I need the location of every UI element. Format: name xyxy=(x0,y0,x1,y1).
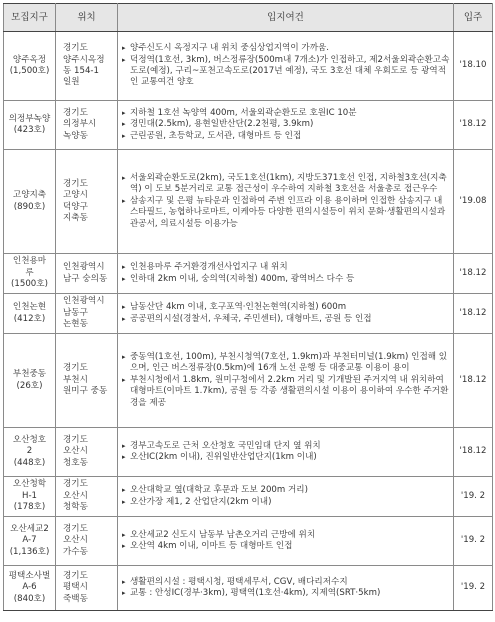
move-in-cell: '19. 2 xyxy=(454,477,493,517)
condition-item: ▸ 부천시청에서 1.8km, 원미구청에서 2.2km 거리 및 기개발된 주거지역 내 위치하여 대형마트(이마트 1.7km), 공원 등 각종 생활편의시설 이용이 용이하여 우수한 주거환경을 제공 xyxy=(122,375,451,409)
table-row xyxy=(4,477,493,517)
move-in-cell: '18.12 xyxy=(454,428,493,477)
condition-item: ▸ 인하대 2km 이내, 숭의역(지하철) 400m, 광역버스 다수 등 xyxy=(122,274,451,285)
location-cell-line: 경기도 xyxy=(63,523,88,534)
move-in-cell: '19. 2 xyxy=(454,566,493,611)
location-cell xyxy=(56,294,118,334)
condition-item: ▸ 중동역(1호선, 100m), 부천시청역(7호선, 1.9km)과 부천터미널(1.9km) 인접해 있으며, 인근 버스정류장(0.5km)에 16개 노선 운행 등 대중교통 이용이 용이 xyxy=(122,352,451,375)
conditions-cell xyxy=(118,428,454,477)
district-cell xyxy=(4,150,56,254)
conditions-list xyxy=(122,577,451,600)
district-cell-line: (1,136호) xyxy=(9,546,50,557)
location-cell-line: 경기도 xyxy=(63,363,88,374)
district-cell-line: 부천중동 xyxy=(12,369,47,380)
location-cell-line: 평택시 xyxy=(63,582,88,593)
conditions-list xyxy=(122,262,451,285)
location-cell xyxy=(56,477,118,517)
location-cell xyxy=(56,334,118,428)
table-row xyxy=(4,254,493,294)
condition-item: ▸ 지하철 1호선 녹양역 400m, 서울외곽순환도로 호원IC 10분 xyxy=(122,108,451,119)
district-cell xyxy=(4,517,56,566)
move-in-cell: '19.08 xyxy=(454,150,493,254)
move-in-cell: '18.10 xyxy=(454,32,493,101)
location-cell-line: 경기도 xyxy=(63,107,88,118)
housing-district-table xyxy=(3,3,493,611)
condition-item: ▸ 오산IC(2km 이내), 진위일반산업단지(1km 이내) xyxy=(122,452,451,463)
conditions-cell xyxy=(118,477,454,517)
district-cell-line: (890호) xyxy=(13,201,46,212)
table-row xyxy=(4,150,493,254)
conditions-cell xyxy=(118,254,454,294)
conditions-cell xyxy=(118,294,454,334)
district-cell-line: 2 xyxy=(26,446,33,457)
location-cell-line: 경기도 xyxy=(63,570,88,581)
district-cell-line: 의정부녹양 xyxy=(8,113,51,124)
location-cell-line: 경기도 xyxy=(63,178,88,189)
table-row xyxy=(4,517,493,566)
move-in-cell: '18.12 xyxy=(454,254,493,294)
district-cell xyxy=(4,32,56,101)
table-row xyxy=(4,101,493,150)
location-cell-line: 일원 xyxy=(63,77,80,88)
location-cell xyxy=(56,517,118,566)
location-cell-line: 경기도 xyxy=(63,434,88,445)
district-cell-line: (178호) xyxy=(13,502,46,513)
district-cell-line: 고양지축 xyxy=(12,190,47,201)
location-cell-line: 오산시 xyxy=(63,490,88,501)
condition-item: ▸ 공공편의시설(경찰서, 우체국, 주민센터), 대형마트, 공원 등 인접 xyxy=(122,314,451,325)
district-cell-line: (423호) xyxy=(13,125,46,135)
district-cell-line: A-6 xyxy=(22,582,37,593)
district-cell xyxy=(4,428,56,477)
location-cell-line: 양주시옥정 xyxy=(63,54,105,65)
location-cell xyxy=(56,150,118,254)
district-cell xyxy=(4,254,56,294)
condition-item: ▸ 남동산단 4km 이내, 호구포역·인천논현역(지하철) 600m xyxy=(122,302,451,313)
table-body xyxy=(4,32,493,611)
district-cell xyxy=(4,477,56,517)
location-cell-line: 경기도 xyxy=(63,43,88,54)
conditions-list xyxy=(122,485,451,508)
district-cell-line: 오산청호 xyxy=(12,434,47,445)
district-cell-line: (412호) xyxy=(13,313,46,324)
condition-item: ▸ 삼송지구 및 은평 뉴타운과 인접하여 주변 인프라 이용 용이하며 인접한 삼송지구 내 스타필드, 농협하나로마트, 이케아등 다양한 편의시설등이 위치 문화·생활편의시설과 관공서, 의료시설등 이용가능 xyxy=(122,196,451,230)
condition-item: ▸ 경민대(2.5km), 용현일반산단(2.2천평, 3.9km) xyxy=(122,119,451,130)
district-cell-line: (448호) xyxy=(13,457,46,468)
location-cell xyxy=(56,101,118,150)
condition-item: ▸ 인천용마루 주거환경개선사업지구 내 위치 xyxy=(122,262,451,273)
conditions-list xyxy=(122,302,451,325)
district-cell-line: 인천용마 xyxy=(12,256,47,267)
location-cell-line: 녹양동 xyxy=(63,130,88,141)
table-row xyxy=(4,334,493,428)
location-cell-line: 의정부시 xyxy=(63,119,97,130)
location-cell-line: 남동구 xyxy=(63,307,88,318)
district-cell xyxy=(4,101,56,150)
conditions-cell xyxy=(118,517,454,566)
location-cell-line: 동 154-1 xyxy=(63,66,100,76)
location-cell-line: 경기도 xyxy=(63,479,88,490)
conditions-list xyxy=(122,108,451,142)
location-cell-line: 덕양구 xyxy=(63,201,88,212)
district-cell-line: A-7 xyxy=(22,535,37,546)
location-cell xyxy=(56,254,118,294)
condition-item: ▸ 덕정역(1호선, 3km), 버스정류장(500m내 7개소)가 인접하고, 제2서울외곽순환고속도로(예정), 구리~포천고속도로(2017년 예정), 국도 3호선 대체 우회도로 등 광역적인 교통여건 양호 xyxy=(122,55,451,89)
location-cell xyxy=(56,428,118,477)
condition-item: ▸ 서울외곽순환도로(2km), 국도1호선(1km), 지방도371호선 인접, 지하철3호선(지축역) 이 도보 5분거리로 교통 접근성이 우수하여 지하철 3호선을 서울총로 접근우수 xyxy=(122,173,451,196)
location-cell-line: 청학동 xyxy=(63,502,88,513)
location-cell-line: 인천광역시 xyxy=(63,296,105,307)
conditions-list xyxy=(122,530,451,553)
district-cell-line: 인천논현 xyxy=(12,302,47,313)
header-location: 위치 xyxy=(56,4,118,32)
header-district: 모집지구 xyxy=(4,4,56,32)
conditions-cell xyxy=(118,566,454,611)
move-in-cell: '18.12 xyxy=(454,334,493,428)
location-cell-line: 원미구 중동 xyxy=(63,386,108,397)
condition-item: ▸ 교통 : 안성IC(경부·3km), 평택역(1호선·4km), 지제역(SRT·5km) xyxy=(122,588,451,599)
condition-item: ▸ 오산가장 제1, 2 산업단지(2km 이내) xyxy=(122,497,451,508)
location-cell xyxy=(56,32,118,101)
location-cell-line: 지축동 xyxy=(63,212,88,223)
condition-item: ▸ 오산대학교 옆(대학교 후문과 도보 200m 거리) xyxy=(122,485,451,496)
location-cell-line: 오산시 xyxy=(63,446,88,457)
district-cell-line: (1,500호) xyxy=(9,66,50,76)
district-cell-line: (840호) xyxy=(13,593,46,604)
table-row xyxy=(4,32,493,101)
table-row xyxy=(4,428,493,477)
district-cell-line: (26호) xyxy=(16,380,43,391)
condition-item: ▸ 근린공원, 초등학교, 도서관, 대형마트 등 인접 xyxy=(122,131,451,142)
condition-item: ▸ 오산역 4km 이내, 이마트 등 대형마트 인접 xyxy=(122,541,451,552)
district-cell-line: 양주옥정 xyxy=(12,54,47,65)
move-in-cell: '19. 2 xyxy=(454,517,493,566)
district-cell-line: 평택소사벌 xyxy=(8,570,51,581)
conditions-list xyxy=(122,352,451,409)
conditions-list xyxy=(122,173,451,230)
table-row xyxy=(4,566,493,611)
condition-item: ▸ 양주신도시 옥정지구 내 위치 중심상업지역이 가까움. xyxy=(122,43,451,54)
header-move-in: 입주 xyxy=(454,4,493,32)
location-cell-line: 오산시 xyxy=(63,535,88,546)
district-cell-line: 오산청학 xyxy=(12,479,47,490)
district-cell-line: (1500호) xyxy=(11,279,48,290)
location-cell-line: 가수동 xyxy=(63,546,88,557)
location-cell-line: 죽백동 xyxy=(63,593,88,604)
table-row xyxy=(4,294,493,334)
district-cell xyxy=(4,334,56,428)
move-in-cell: '18.12 xyxy=(454,101,493,150)
header-conditions: 입지여건 xyxy=(118,4,454,32)
header-row xyxy=(4,4,493,32)
district-cell-line: H-1 xyxy=(21,490,38,501)
district-cell xyxy=(4,294,56,334)
condition-item: ▸ 생활편의시설 : 평택시청, 평택세무서, CGV, 배다리저수지 xyxy=(122,577,451,588)
conditions-list xyxy=(122,43,451,89)
district-cell-line: 루 xyxy=(25,267,34,278)
move-in-cell: '18.12 xyxy=(454,294,493,334)
location-cell-line: 인천광역시 xyxy=(63,262,105,273)
location-cell-line: 남구 숭의동 xyxy=(63,273,108,284)
location-cell xyxy=(56,566,118,611)
conditions-cell xyxy=(118,334,454,428)
district-cell-line: 오산세교2 xyxy=(10,523,49,534)
location-cell-line: 고양시 xyxy=(63,190,88,201)
location-cell-line: 논현동 xyxy=(63,319,88,330)
district-cell xyxy=(4,566,56,611)
conditions-list xyxy=(122,441,451,464)
conditions-cell xyxy=(118,32,454,101)
conditions-cell xyxy=(118,101,454,150)
condition-item: ▸ 오산세교2 신도시 남동부 남촌오거리 근방에 위치 xyxy=(122,530,451,541)
condition-item: ▸ 경부고속도로 근처 오산청호 국민임대 단지 옆 위치 xyxy=(122,441,451,452)
location-cell-line: 부천시 xyxy=(63,374,88,385)
location-cell-line: 청호동 xyxy=(63,457,88,468)
conditions-cell xyxy=(118,150,454,254)
